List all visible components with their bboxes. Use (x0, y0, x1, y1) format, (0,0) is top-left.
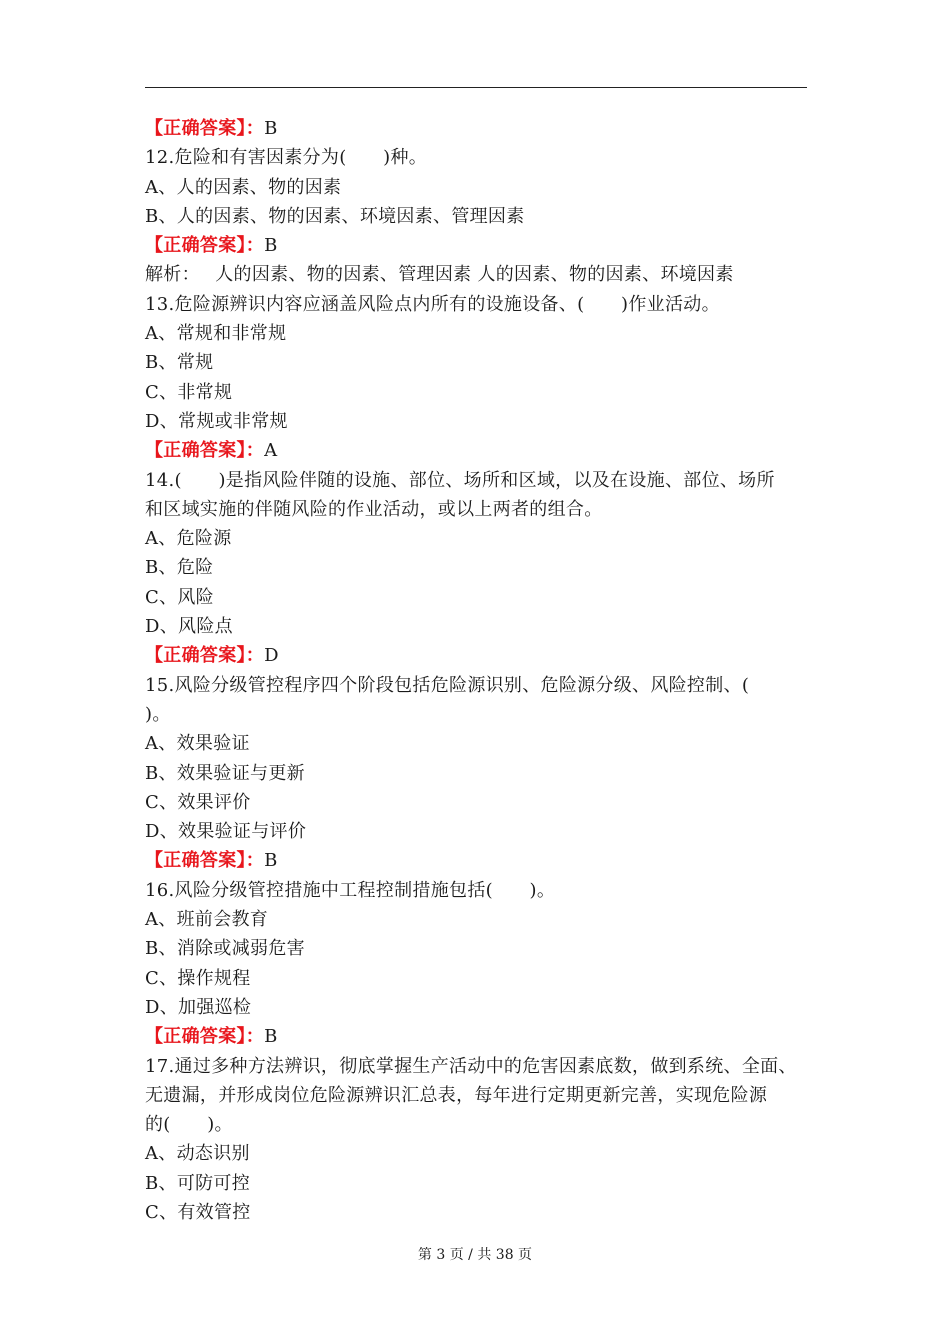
option-line: A、动态识别 (145, 1143, 250, 1165)
option-line: D、加强巡检 (145, 996, 252, 1018)
correct-answer-label: 【正确答案】： (145, 1026, 265, 1048)
question-14-stem: 14.( )是指风险伴随的设施、部位、场所和区域，以及在设施、部位、场所 (145, 469, 775, 491)
answer-line (145, 1022, 807, 1051)
correct-answer-value: B (264, 118, 278, 139)
option-line: A、常规和非常规 (145, 323, 287, 345)
option-line: D、常规或非常规 (145, 410, 288, 432)
answer-line (145, 641, 807, 670)
option-line: C、风险 (145, 586, 214, 608)
correct-answer-label: 【正确答案】： (145, 645, 265, 667)
option-line: B、常规 (145, 352, 214, 374)
answer-line (145, 436, 807, 465)
question-15-stem: 15.风险分级管控程序四个阶段包括危险源识别、危险源分级、风险控制、( (145, 674, 750, 696)
question-17-stem: 17.通过多种方法辨识，彻底掌握生产活动中的危害因素底数，做到系统、全面、 (145, 1055, 797, 1077)
option-line: C、有效管控 (145, 1201, 251, 1223)
option-line: C、效果评价 (145, 791, 251, 813)
correct-answer-value: B (264, 850, 278, 872)
question-12-stem: 12.危险和有害因素分为( )种。 (145, 147, 428, 169)
correct-answer-label: 【正确答案】： (145, 118, 265, 139)
header-rule (145, 87, 807, 88)
explanation-line: 解析： 人的因素、物的因素、管理因素 人的因素、物的因素、环境因素 (145, 264, 734, 286)
option-line: D、效果验证与评价 (145, 821, 307, 843)
option-line: B、消除或减弱危害 (145, 938, 305, 960)
answer-line (145, 231, 807, 260)
option-line: A、班前会教育 (145, 909, 269, 931)
question-15-stem-continued: )。 (145, 703, 171, 725)
option-line: B、人的因素、物的因素、环境因素、管理因素 (145, 205, 525, 227)
correct-answer-label: 【正确答案】： (145, 235, 265, 257)
option-line: A、效果验证 (145, 733, 250, 755)
correct-answer-value: B (264, 235, 278, 257)
correct-answer-label: 【正确答案】： (145, 850, 265, 872)
question-14-stem-continued: 和区域实施的伴随风险的作业活动，或以上两者的组合。 (145, 498, 603, 520)
option-line: B、危险 (145, 557, 214, 579)
correct-answer-value: A (264, 440, 278, 462)
option-line: A、人的因素、物的因素 (145, 176, 342, 198)
answer-line (145, 114, 807, 143)
option-line: D、风险点 (145, 616, 233, 638)
question-17-stem-continued: 的( )。 (145, 1114, 233, 1136)
question-16-stem: 16.风险分级管控措施中工程控制措施包括( )。 (145, 879, 556, 901)
option-line: C、操作规程 (145, 967, 251, 989)
correct-answer-label: 【正确答案】： (145, 440, 265, 462)
option-line: A、危险源 (145, 528, 232, 550)
answer-line (145, 846, 807, 875)
question-13-stem: 13.危险源辨识内容应涵盖风险点内所有的设施设备、( )作业活动。 (145, 293, 720, 315)
option-line: C、非常规 (145, 381, 233, 403)
correct-answer-value: B (264, 1026, 278, 1048)
document-body (145, 114, 807, 1227)
correct-answer-value: D (264, 645, 279, 667)
option-line: B、效果验证与更新 (145, 762, 305, 784)
question-17-stem-continued: 无遗漏，并形成岗位危险源辨识汇总表，每年进行定期更新完善，实现危险源 (145, 1084, 768, 1106)
option-line: B、可防可控 (145, 1172, 251, 1194)
page-number-footer: 第 3 页 / 共 38 页 (417, 1247, 533, 1263)
